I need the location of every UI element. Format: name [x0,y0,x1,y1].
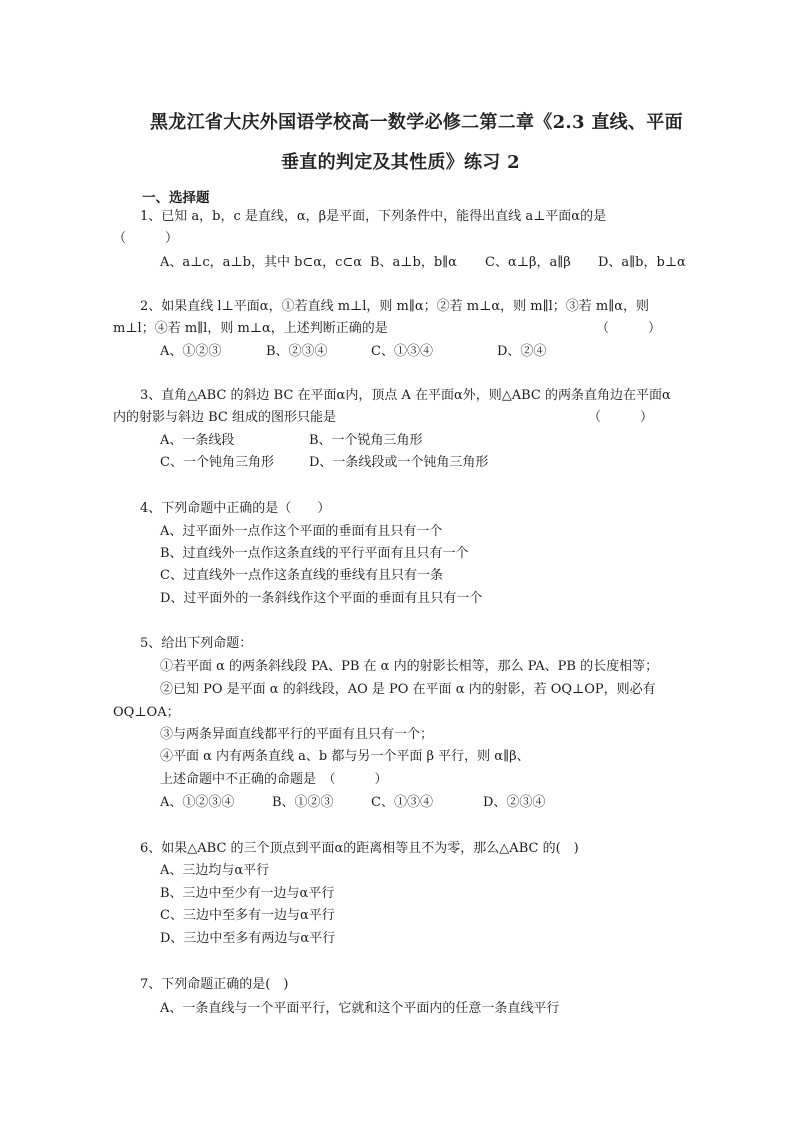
question-6-option-b: B、三边中至少有一边与α平行 [160,886,335,901]
question-4-option-b: B、过直线外一点作这条直线的平行平面有且只有一个 [160,546,469,561]
question-7-stem: 7、下列命题正确的是( ) [140,977,289,992]
question-5-ask: 上述命题中不正确的命题是 （ ） [160,772,388,787]
question-2-paren: （ ） [596,321,662,336]
question-5-option-c: C、①③④ [371,795,433,810]
question-5-statement-1: ①若平面 α 的两条斜线段 PA、PB 在 α 内的射影长相等，那么 PA、PB 的长度相等； [160,659,659,674]
question-5-option-a: A、①②③④ [160,795,235,810]
question-1-option-c: C、α⊥β，a∥β [485,255,571,270]
question-3-option-b: B、一个锐角三角形 [309,433,423,448]
question-5-stem: 5、给出下列命题： [140,636,253,651]
question-5-option-d: D、②③④ [483,795,546,810]
question-3-option-a: A、一条线段 [160,433,235,448]
question-5-option-b: B、①②③ [272,795,334,810]
question-6-option-a: A、三边均与α平行 [160,863,270,878]
question-3-option-d: D、一条线段或一个钝角三角形 [309,455,489,470]
question-1-option-a: A、a⊥c，a⊥b，其中 b⊂α，c⊂α [160,255,363,270]
question-3-stem-cont: 内的射影与斜边 BC 组成的图形只能是 [113,410,337,425]
document-title-line-2: 垂直的判定及其性质》练习 2 [281,152,520,173]
question-3-stem: 3、直角△ABC 的斜边 BC 在平面α内，顶点 A 在平面α外，则△ABC 的两条直角边在平面α [140,388,671,403]
question-1-option-b: B、a⊥b，b∥α [370,255,457,270]
question-7-option-a: A、一条直线与一个平面平行，它就和这个平面内的任意一条直线平行 [160,1001,560,1016]
question-1-option-d: D、a∥b，b⊥α [598,255,686,270]
question-2-option-c: C、①③④ [371,344,433,359]
question-4-option-a: A、过平面外一点作这个平面的垂面有且只有一个 [160,524,443,539]
question-2-option-b: B、②③④ [266,344,328,359]
question-2-option-d: D、②④ [497,344,547,359]
question-5-statement-2: ②已知 PO 是平面 α 的斜线段，AO 是 PO 在平面 α 内的射影，若 OQ⊥OP，则必有 [160,682,656,697]
question-6-option-d: D、三边中至多有两边与α平行 [160,931,336,946]
question-4-option-d: D、过平面外的一条斜线作这个平面的垂面有且只有一个 [160,591,483,606]
question-2-stem: 2、如果直线 l⊥平面α，①若直线 m⊥l，则 m∥α；②若 m⊥α，则 m∥l；③若 m∥α，则 [140,299,649,314]
document-title-line-1: 黑龙江省大庆外国语学校高一数学必修二第二章《2.3 直线、平面 [150,112,683,133]
question-6-stem: 6、如果△ABC 的三个顶点到平面α的距离相等且不为零，那么△ABC 的( ) [140,841,579,856]
question-2-option-a: A、①②③ [160,344,222,359]
question-3-paren: （ ） [588,410,654,425]
question-5-statement-4: ④平面 α 内有两条直线 a、b 都与另一个平面 β 平行，则 α∥β、 [160,749,530,764]
question-6-option-c: C、三边中至多有一边与α平行 [160,908,335,923]
question-2-stem-cont: m⊥l；④若 m∥l，则 m⊥α，上述判断正确的是 [113,321,388,336]
question-1-stem: 1、已知 a，b，c 是直线，α，β是平面，下列条件中，能得出直线 a⊥平面α的是 [140,209,607,224]
question-1-paren: （ ） [113,231,179,246]
question-3-option-c: C、一个钝角三角形 [160,455,274,470]
section-heading: 一、选择题 [142,190,210,206]
question-5-statement-3: ③与两条异面直线都平行的平面有且只有一个； [160,727,434,742]
question-5-statement-2-cont: OQ⊥OA； [113,705,180,720]
question-4-option-c: C、过直线外一点作这条直线的垂线有且只有一条 [160,568,443,583]
question-4-stem: 4、下列命题中正确的是（ ） [140,501,331,516]
